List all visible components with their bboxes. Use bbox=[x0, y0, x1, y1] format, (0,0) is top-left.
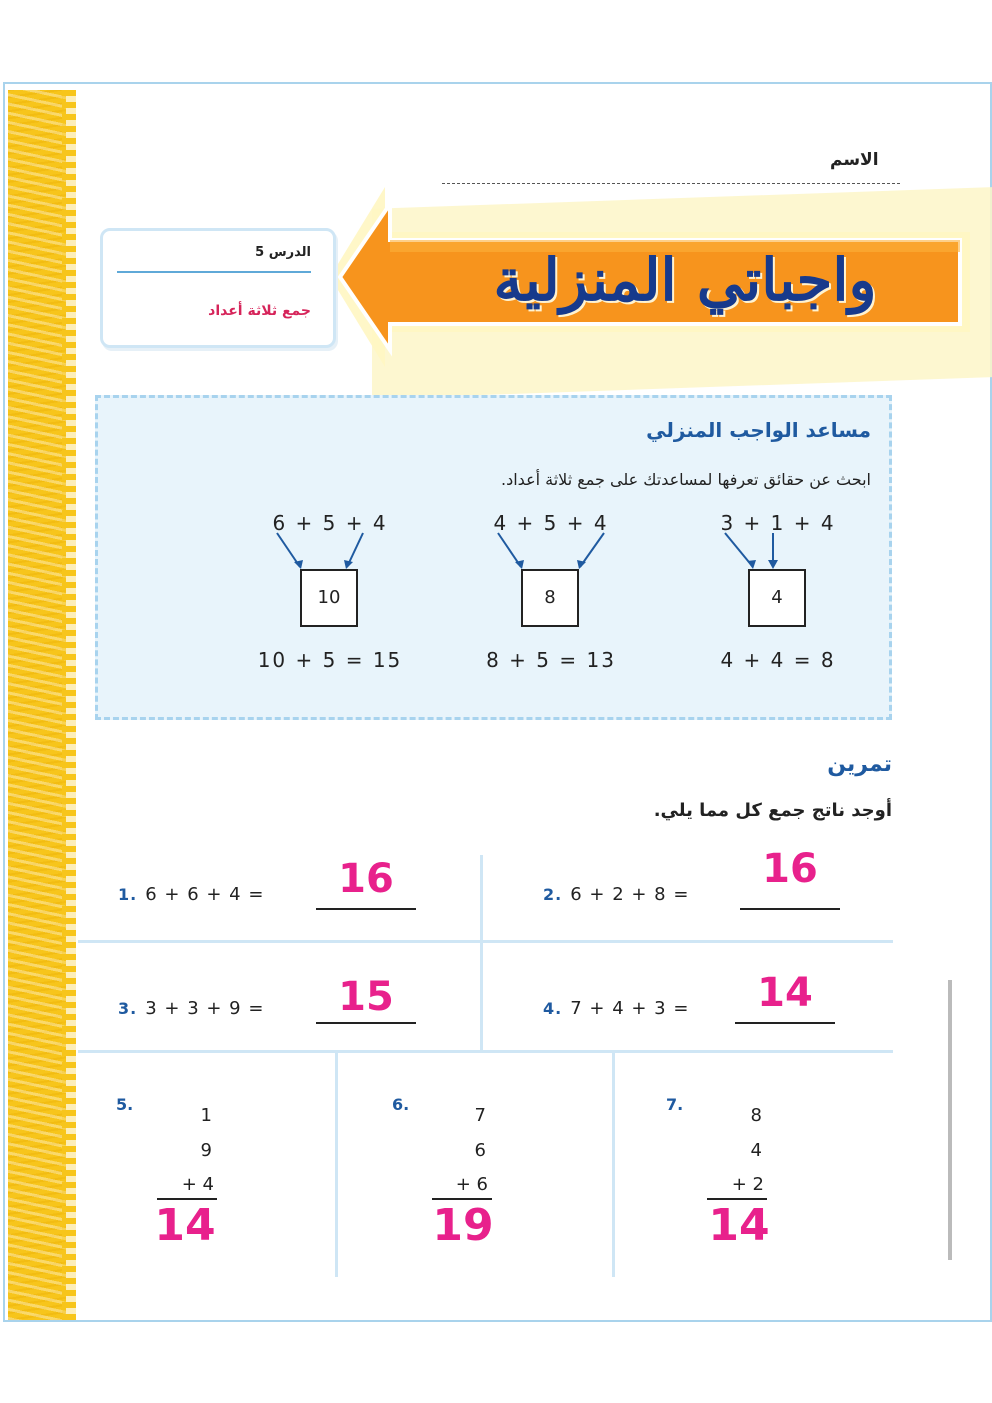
problem-3 bbox=[118, 998, 264, 1019]
practice-instruction: أوجد ناتج جمع كل مما يلي. bbox=[653, 800, 892, 821]
answer-value: 16 bbox=[338, 856, 394, 902]
answer-value: 16 bbox=[762, 846, 818, 892]
name-label: الاسم bbox=[830, 150, 879, 170]
helper-example-2 bbox=[476, 511, 626, 691]
example-box: 4 bbox=[748, 569, 806, 627]
lesson-topic: جمع ثلاثة أعداد bbox=[208, 303, 311, 319]
grid-divider bbox=[335, 1052, 338, 1277]
lesson-divider bbox=[117, 271, 311, 273]
helper-example-3 bbox=[255, 511, 405, 691]
answer-value: 14 bbox=[757, 970, 813, 1016]
problem-4 bbox=[543, 998, 689, 1019]
practice-title: تمرين bbox=[827, 752, 892, 777]
problem-expression: 6 + 2 + 8 = bbox=[570, 884, 690, 905]
problem-number: 7. bbox=[666, 1095, 684, 1114]
example-result: 10 + 5 = 15 bbox=[257, 648, 403, 672]
answer-line[interactable] bbox=[316, 1022, 416, 1024]
problem-number: 1. bbox=[118, 885, 138, 904]
answer-value: 19 bbox=[432, 1200, 494, 1251]
answer-line[interactable] bbox=[316, 908, 416, 910]
homework-helper-box bbox=[95, 395, 892, 720]
answer-value: 14 bbox=[154, 1200, 216, 1251]
answer-line[interactable] bbox=[735, 1022, 835, 1024]
answer-line[interactable] bbox=[740, 908, 840, 910]
problem-number: 3. bbox=[118, 999, 138, 1018]
helper-title: مساعد الواجب المنزلي bbox=[646, 418, 871, 442]
example-expression: 6 + 5 + 4 bbox=[272, 511, 388, 535]
problem-expression: 3 + 3 + 9 = bbox=[145, 998, 265, 1019]
problem-number: 4. bbox=[543, 999, 563, 1018]
example-expression: 4 + 5 + 4 bbox=[493, 511, 609, 535]
grid-divider bbox=[78, 1050, 893, 1053]
problem-1 bbox=[118, 884, 264, 905]
addend: 9 bbox=[200, 1140, 212, 1161]
grid-divider bbox=[78, 940, 893, 943]
lesson-card bbox=[100, 228, 336, 348]
addend: + 4 bbox=[181, 1174, 214, 1195]
example-expression: 3 + 1 + 4 bbox=[720, 511, 836, 535]
example-result: 8 + 5 = 13 bbox=[486, 648, 616, 672]
example-result: 4 + 4 = 8 bbox=[720, 648, 836, 672]
problem-2 bbox=[543, 884, 689, 905]
addend: 7 bbox=[474, 1105, 486, 1126]
lesson-number: الدرس 5 bbox=[255, 245, 311, 260]
addend: 6 bbox=[474, 1140, 486, 1161]
problem-expression: 7 + 4 + 3 = bbox=[570, 998, 690, 1019]
addend: 1 bbox=[200, 1105, 212, 1126]
addend: 4 bbox=[750, 1140, 762, 1161]
problem-number: 2. bbox=[543, 885, 563, 904]
problem-number: 5. bbox=[116, 1095, 134, 1114]
copyright-credit-icon bbox=[944, 980, 956, 1260]
page-title: واجباتي المنزلية bbox=[493, 246, 877, 314]
addend: + 6 bbox=[455, 1174, 488, 1195]
helper-example-1 bbox=[703, 511, 853, 691]
helper-instruction: ابحث عن حقائق تعرفها لمساعدتك على جمع ثلاثة أعداد. bbox=[501, 470, 871, 489]
answer-value: 14 bbox=[708, 1200, 770, 1251]
problem-expression: 6 + 6 + 4 = bbox=[145, 884, 265, 905]
example-box: 8 bbox=[521, 569, 579, 627]
problem-number: 6. bbox=[392, 1095, 410, 1114]
addend: 8 bbox=[750, 1105, 762, 1126]
answer-value: 15 bbox=[338, 974, 394, 1020]
example-box: 10 bbox=[300, 569, 358, 627]
grid-divider bbox=[480, 855, 483, 1050]
addend: + 2 bbox=[731, 1174, 764, 1195]
grid-divider bbox=[612, 1052, 615, 1277]
decorative-yellow-strip bbox=[8, 90, 66, 1320]
